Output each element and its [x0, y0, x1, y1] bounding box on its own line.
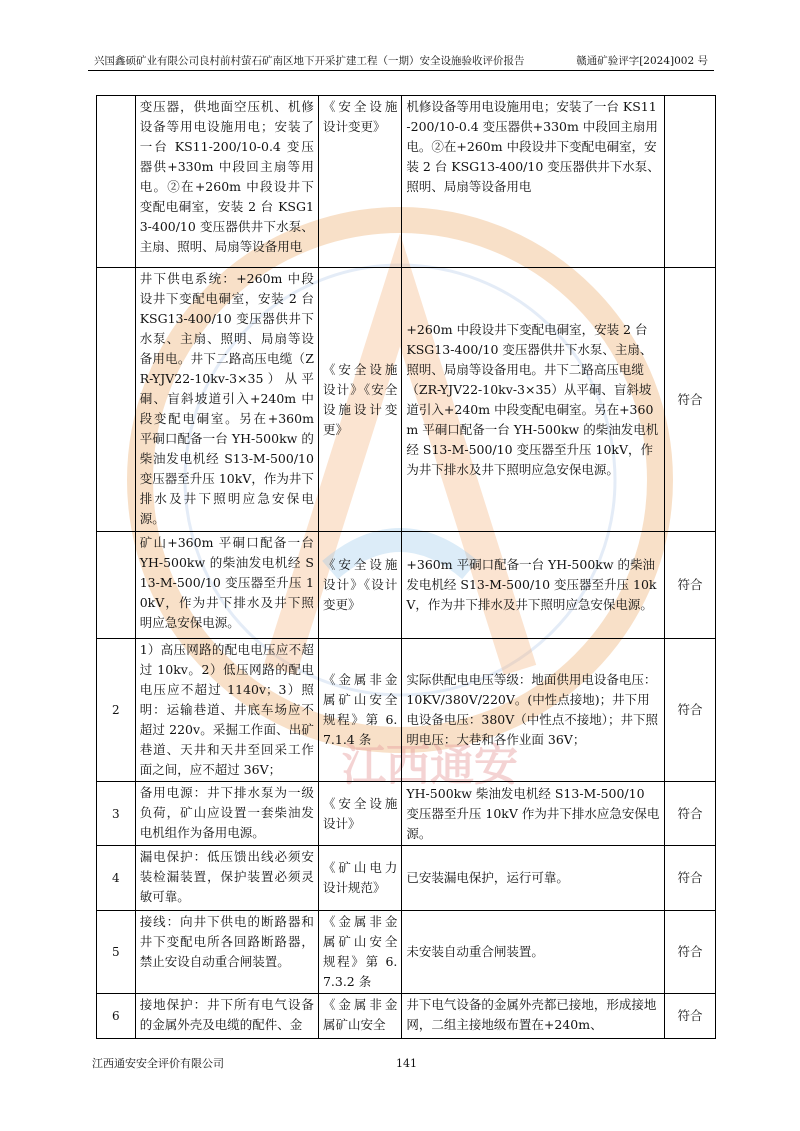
row-number [97, 268, 136, 532]
result-cell: 符合 [665, 639, 716, 782]
requirement-cell: 井下供电系统：+260m 中段设井下变配电硐室，安装 2 台 KSG13-400/10 变压器供井下水泵、主扇、照明、局扇等设备用电。井下二路高压电缆（ZR-YJV22-10kv-3×35）从平硐、盲斜坡道引入+240m 中段变配电硐室。另在+360m 平硐口配备一台 YH-500kw 的柴油发电机经 S13-M-500/10 变压器至升压 10kV，作为井下排水及井下照明应急安保电源。 [135, 268, 318, 532]
result-cell: 符合 [665, 782, 716, 846]
row-number [97, 96, 136, 268]
row-number: 6 [97, 994, 136, 1039]
table-row [97, 268, 716, 532]
basis-cell: 《金属非金属矿山安全规程》第 6.7.3.2 条 [318, 911, 401, 994]
requirement-cell: 1）高压网路的配电电压应不超过 10kv。2）低压网路的配电电压应不超过 1140v；3）照明：运输巷道、井底车场应不超过 220v。采掘工作面、出矿巷道、天井和天井至回采工作面之间，应不超过 36V； [135, 639, 318, 782]
row-number: 5 [97, 911, 136, 994]
page-header [88, 52, 714, 71]
result-cell: 符合 [665, 994, 716, 1039]
report-title: 兴国鑫硕矿业有限公司良村前村萤石矿南区地下开采扩建工程（一期）安全设施验收评价报告 [94, 55, 525, 67]
requirement-cell: 漏电保护：低压馈出线必须安装检漏装置，保护装置必须灵敏可靠。 [135, 846, 318, 911]
row-number: 2 [97, 639, 136, 782]
basis-cell: 《金属非金属矿山安全 [318, 994, 401, 1039]
page-footer [88, 1054, 714, 1074]
basis-cell: 《安全设施设计》《设计变更》 [318, 532, 401, 639]
table-row [97, 994, 716, 1039]
basis-cell: 《安全设施设计》 [318, 782, 401, 846]
actual-cell: 实际供配电电压等级：地面供用电设备电压：10KV/380V/220V。(中性点接地)；井下用电设备电压：380V（中性点不接地）；井下照明电压：大巷和各作业面 36V； [402, 639, 665, 782]
row-number [97, 532, 136, 639]
row-number: 3 [97, 782, 136, 846]
table-row [97, 782, 716, 846]
basis-cell: 《金属非金属矿山安全规程》第 6.7.1.4 条 [318, 639, 401, 782]
watermark-text: 江西通安 [342, 740, 518, 791]
table-row [97, 639, 716, 782]
table-row [97, 96, 716, 268]
basis-cell: 《安全设施设计》《安全设施设计变更》 [318, 268, 401, 532]
actual-cell: 已安装漏电保护，运行可靠。 [402, 846, 665, 911]
requirement-cell: 变压器，供地面空压机、机修设备等用电设施用电；安装了一台 KS11-200/10-0.4 变压器供+330m 中段回主扇等用电。②在+260m 中段设井下变配电硐室，安装 2 台 KSG13-400/10 变压器供井下水泵、主扇、照明、局扇等设备用电 [135, 96, 318, 268]
actual-cell: YH-500kw 柴油发电机经 S13-M-500/10 变压器至升压 10kV 作为井下排水应急安保电源。 [402, 782, 665, 846]
actual-cell: 机修设备等用电设施用电；安装了一台 KS11-200/10-0.4 变压器供+330m 中段回主扇用电。②在+260m 中段设井下变配电硐室，安装 2 台 KSG13-400/10 变压器供井下水泵、照明、局扇等设备用电 [402, 96, 665, 268]
actual-cell: 井下电气设备的金属外壳都已接地，形成接地网，二组主接地级布置在+240m、 [402, 994, 665, 1039]
table-row [97, 911, 716, 994]
actual-cell: 未安装自动重合闸装置。 [402, 911, 665, 994]
result-cell: 符合 [665, 532, 716, 639]
result-cell [665, 96, 716, 268]
table-row [97, 532, 716, 639]
result-cell: 符合 [665, 911, 716, 994]
table-row [97, 846, 716, 911]
page-number: 141 [396, 1057, 417, 1070]
actual-cell: +360m 平硐口配备一台 YH-500kw 的柴油发电机经 S13-M-500/10 变压器至升压 10kV，作为井下排水及井下照明应急安保电源。 [402, 532, 665, 639]
row-number: 4 [97, 846, 136, 911]
basis-cell: 《安全设施设计变更》 [318, 96, 401, 268]
requirement-cell: 矿山+360m 平硐口配备一台 YH-500kw 的柴油发电机经 S13-M-500/10 变压器至升压 10kV，作为井下排水及井下照明应急安保电源。 [135, 532, 318, 639]
result-cell: 符合 [665, 268, 716, 532]
actual-cell: +260m 中段设井下变配电硐室，安装 2 台 KSG13-400/10 变压器供井下水泵、主扇、照明、局扇等设备用电。井下二路高压电缆（ZR-YJV22-10kv-3×35）从平硐、盲斜坡道引入+240m 中段变配电硐室。另在+360m 平硐口配备一台 YH-500kw 的柴油发电机经 S13-M-500/10 变压器至升压 10kV，作为井下排水及井下照明应急安保电源。 [402, 268, 665, 532]
requirement-cell: 接地保护：井下所有电气设备的金属外壳及电缆的配件、金 [135, 994, 318, 1039]
evaluation-table [96, 95, 716, 1039]
document-number: 赣通矿验评字[2024]002 号 [576, 55, 708, 67]
requirement-cell: 备用电源：井下排水泵为一级负荷，矿山应设置一套柴油发电机组作为备用电源。 [135, 782, 318, 846]
basis-cell: 《矿山电力设计规范》 [318, 846, 401, 911]
footer-company: 江西通安安全评价有限公司 [92, 1057, 224, 1070]
result-cell: 符合 [665, 846, 716, 911]
requirement-cell: 接线：向井下供电的断路器和井下变配电所各回路断路器，禁止安设自动重合闸装置。 [135, 911, 318, 994]
